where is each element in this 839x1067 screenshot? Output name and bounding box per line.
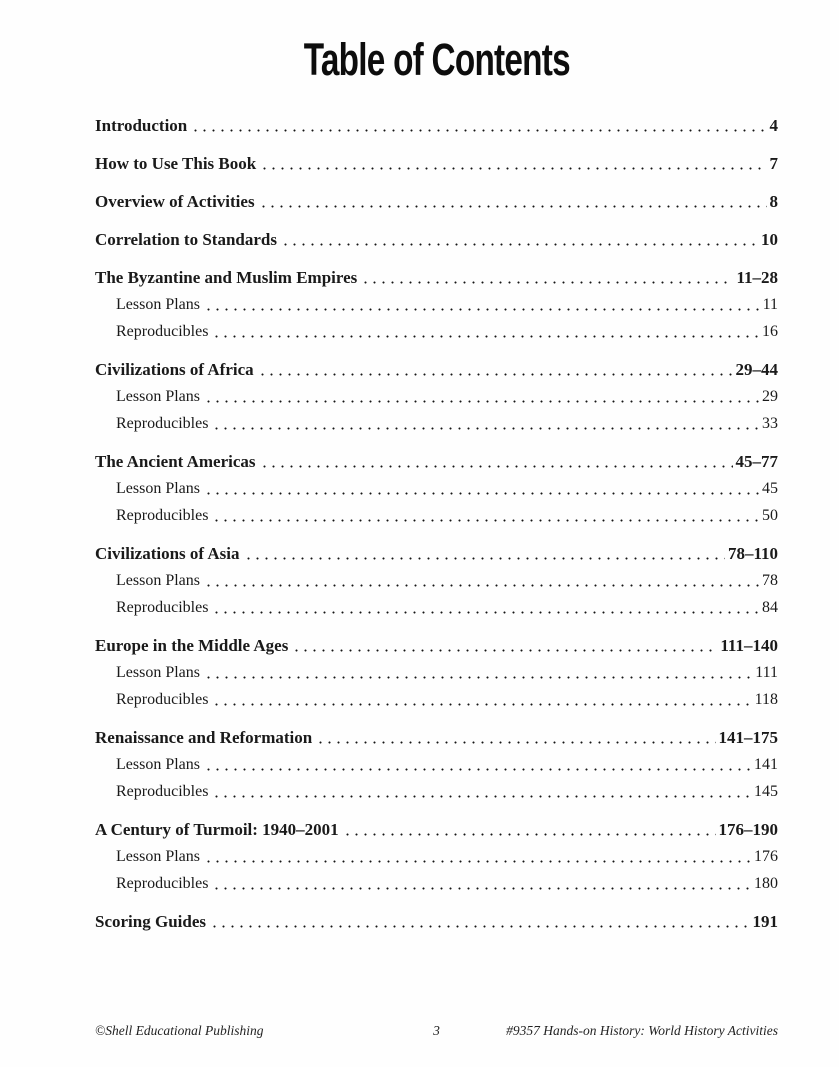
toc-entry xyxy=(95,724,778,751)
toc-entry-page: 145 xyxy=(754,783,778,800)
toc-entry-label: Civilizations of Africa xyxy=(95,360,254,379)
toc-entry xyxy=(95,150,778,177)
toc-entry-label: Reproducibles xyxy=(116,691,209,708)
toc-entry xyxy=(95,264,778,291)
toc-entry xyxy=(95,112,778,139)
toc-entry-page: 111 xyxy=(755,664,778,681)
toc-entry-page: 191 xyxy=(752,912,778,931)
toc-entry-page: 4 xyxy=(769,116,778,135)
footer-book-title: #9357 Hands-on History: World History Activities xyxy=(506,1023,778,1038)
toc-entry xyxy=(95,226,778,253)
toc-entry-page: 7 xyxy=(769,154,778,173)
toc-entry-label: Renaissance and Reformation xyxy=(95,728,313,747)
leader-dots xyxy=(191,112,766,139)
leader-dots xyxy=(212,686,751,713)
toc-subentry xyxy=(95,410,778,437)
toc-subentry xyxy=(95,686,778,713)
page-title: Table of Contents xyxy=(303,34,570,85)
leader-dots xyxy=(260,448,733,475)
leader-dots xyxy=(259,188,767,215)
toc-entry-label: Reproducibles xyxy=(116,599,209,616)
toc-entry-label: Lesson Plans xyxy=(116,480,200,497)
toc-subentry xyxy=(95,659,778,686)
toc-subentry xyxy=(95,843,778,870)
leader-dots xyxy=(343,816,716,843)
toc-entry-page: 29–44 xyxy=(735,360,778,379)
leader-dots xyxy=(361,264,733,291)
leader-dots xyxy=(258,356,733,383)
toc-entry-page: 45 xyxy=(762,480,778,497)
toc-subentry xyxy=(95,567,778,594)
toc-subentry xyxy=(95,594,778,621)
toc-entry-label: Reproducibles xyxy=(116,415,209,432)
toc-entry-page: 11–28 xyxy=(736,268,778,287)
toc-entry-page: 50 xyxy=(762,507,778,524)
toc-entry xyxy=(95,188,778,215)
toc-entry-label: Lesson Plans xyxy=(116,388,200,405)
leader-dots xyxy=(212,318,759,345)
leader-dots xyxy=(204,567,759,594)
toc-subentry xyxy=(95,383,778,410)
toc-entry-label: A Century of Turmoil: 1940–2001 xyxy=(95,820,339,839)
toc-subentry xyxy=(95,870,778,897)
toc-entry-page: 8 xyxy=(769,192,778,211)
leader-dots xyxy=(204,475,759,502)
toc-entry xyxy=(95,356,778,383)
toc-entry-label: Scoring Guides xyxy=(95,912,206,931)
toc-entry-label: Reproducibles xyxy=(116,875,209,892)
toc-entry-page: 78 xyxy=(762,572,778,589)
toc-list xyxy=(95,112,778,935)
toc-subentry xyxy=(95,502,778,529)
toc-entry xyxy=(95,448,778,475)
page-footer xyxy=(95,1023,778,1043)
leader-dots xyxy=(212,870,751,897)
toc-entry-label: Reproducibles xyxy=(116,323,209,340)
toc-entry-page: 29 xyxy=(762,388,778,405)
toc-entry-label: Lesson Plans xyxy=(116,296,200,313)
toc-entry-page: 11 xyxy=(762,296,778,313)
toc-subentry xyxy=(95,778,778,805)
toc-entry-label: Reproducibles xyxy=(116,507,209,524)
leader-dots xyxy=(204,291,760,318)
leader-dots xyxy=(204,843,751,870)
toc-entry-page: 16 xyxy=(762,323,778,340)
toc-entry-page: 45–77 xyxy=(735,452,778,471)
toc-subentry xyxy=(95,318,778,345)
toc-entry-label: The Ancient Americas xyxy=(95,452,256,471)
toc-entry-label: Reproducibles xyxy=(116,783,209,800)
page-title-wrap xyxy=(95,34,778,86)
leader-dots xyxy=(212,594,759,621)
toc-entry xyxy=(95,632,778,659)
leader-dots xyxy=(204,383,759,410)
leader-dots xyxy=(212,410,759,437)
toc-subentry xyxy=(95,291,778,318)
toc-entry xyxy=(95,540,778,567)
toc-entry xyxy=(95,908,778,935)
toc-subentry xyxy=(95,751,778,778)
toc-entry-page: 10 xyxy=(761,230,778,249)
toc-entry-page: 118 xyxy=(754,691,778,708)
toc-entry-page: 84 xyxy=(762,599,778,616)
toc-entry-page: 141–175 xyxy=(718,728,778,747)
leader-dots xyxy=(244,540,725,567)
toc-entry-page: 111–140 xyxy=(720,636,778,655)
toc-entry-label: Introduction xyxy=(95,116,188,135)
toc-entry-label: Correlation to Standards xyxy=(95,230,277,249)
toc-entry-label: Europe in the Middle Ages xyxy=(95,636,289,655)
toc-entry-page: 176 xyxy=(754,848,778,865)
toc-entry-page: 78–110 xyxy=(727,544,778,563)
leader-dots xyxy=(212,778,751,805)
leader-dots xyxy=(281,226,758,253)
leader-dots xyxy=(204,751,751,778)
toc-entry-page: 141 xyxy=(754,756,778,773)
toc-entry-page: 33 xyxy=(762,415,778,432)
footer-publisher: ©Shell Educational Publishing xyxy=(95,1023,264,1038)
leader-dots xyxy=(292,632,717,659)
toc-entry-label: Lesson Plans xyxy=(116,756,200,773)
toc-entry-label: Civilizations of Asia xyxy=(95,544,240,563)
leader-dots xyxy=(210,908,750,935)
leader-dots xyxy=(204,659,752,686)
toc-entry-label: Overview of Activities xyxy=(95,192,255,211)
leader-dots xyxy=(316,724,715,751)
toc-entry-page: 180 xyxy=(754,875,778,892)
toc-entry-label: Lesson Plans xyxy=(116,664,200,681)
toc-entry-label: The Byzantine and Muslim Empires xyxy=(95,268,358,287)
leader-dots xyxy=(212,502,759,529)
toc-entry-label: How to Use This Book xyxy=(95,154,257,173)
leader-dots xyxy=(260,150,766,177)
toc-entry xyxy=(95,816,778,843)
toc-entry-label: Lesson Plans xyxy=(116,572,200,589)
toc-entry-label: Lesson Plans xyxy=(116,848,200,865)
toc-entry-page: 176–190 xyxy=(718,820,778,839)
toc-subentry xyxy=(95,475,778,502)
footer-page-number: 3 xyxy=(433,1023,440,1038)
